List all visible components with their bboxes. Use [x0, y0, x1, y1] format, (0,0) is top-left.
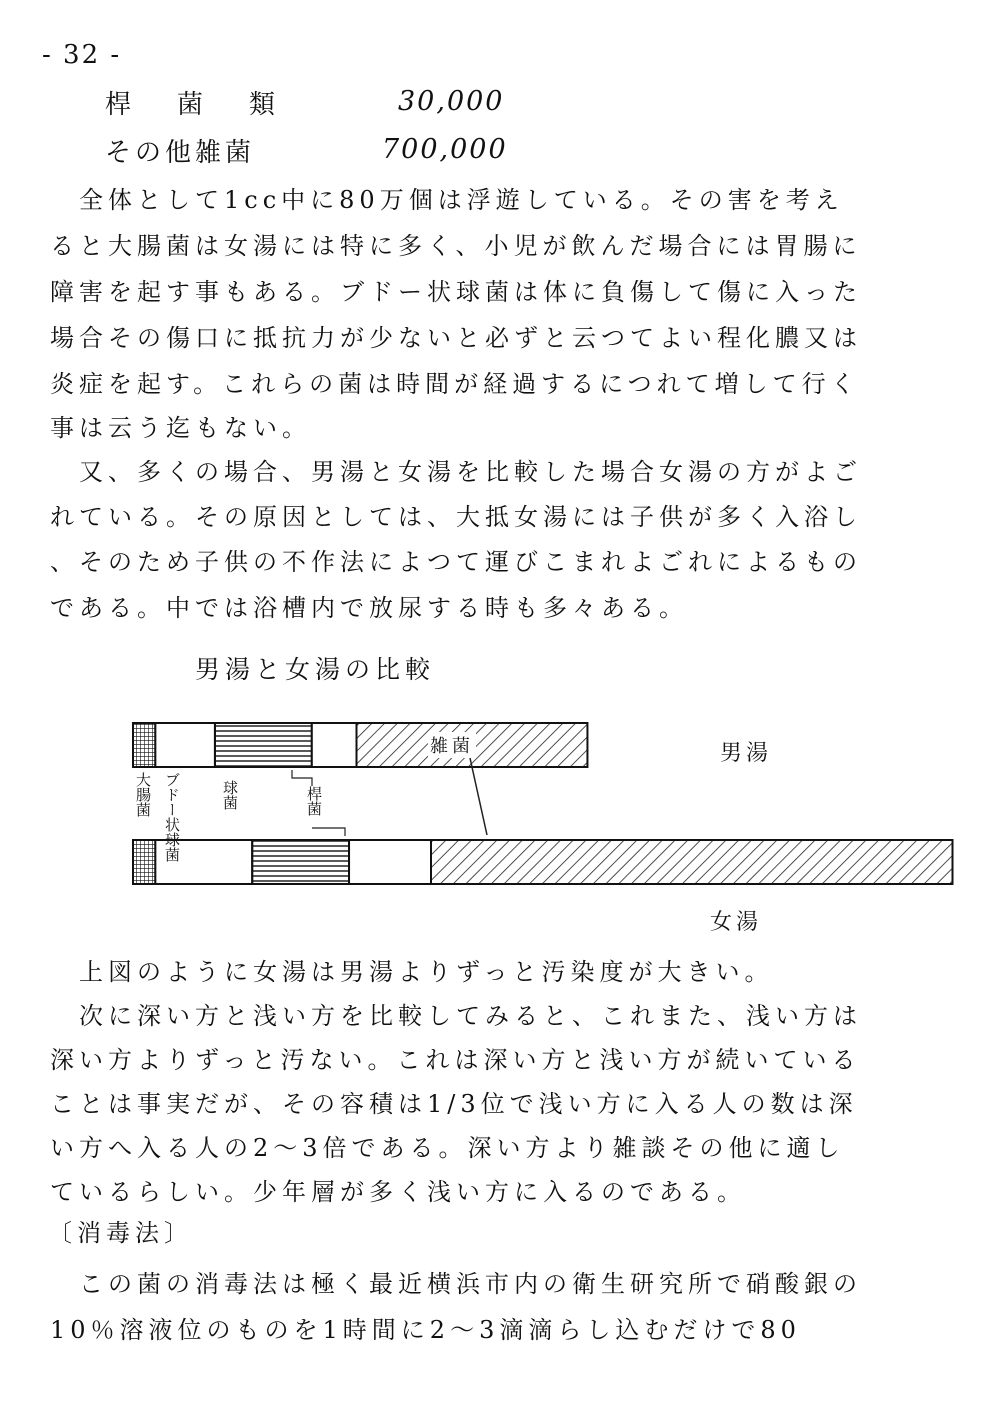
count-value-other-bacteria: 700,000 [382, 134, 508, 165]
connector-line [470, 758, 487, 835]
text-line: 炎症を起す。これらの菌は時間が経過するにつれて増して行く [50, 370, 860, 398]
segment-label-daichokin: 大腸菌 [134, 772, 152, 817]
bar-segment-women-0 [133, 840, 155, 884]
count-value-rod-bacteria: 30,000 [398, 86, 505, 117]
bar-segment-women-3 [349, 840, 431, 884]
text-line: 次に深い方と浅い方を比較してみると、これまた、浅い方は [50, 1002, 862, 1030]
segment-label-zakkin: 雑菌 [428, 732, 476, 758]
row-label-men: 男湯 [720, 741, 773, 766]
segment-label-kyukin: 球菌 [221, 780, 239, 810]
bar-segment-men-1 [155, 723, 215, 767]
text-line: 全体として1cc中に80万個は浮遊している。その害を考え [50, 186, 844, 214]
stacked-bar-chart [0, 700, 1000, 940]
text-line: ると大腸菌は女湯には特に多く、小児が飲んだ場合には胃腸に [50, 232, 862, 260]
text-line: 、そのため子供の不作法によつて運びこまれよごれによるもの [50, 548, 862, 576]
bar-segment-men-2 [215, 723, 312, 767]
segment-label-kankin: 桿菌 [305, 786, 323, 816]
text-line: である。中では浴槽内で放尿する時も多々ある。 [50, 594, 688, 622]
text-line: 場合その傷口に抵抗力が少ないと必ずと云つてよい程化膿又は [50, 324, 862, 352]
bar-segment-women-4 [431, 840, 953, 884]
bar-segment-women-2 [252, 840, 349, 884]
text-line: 事は云う迄もない。 [50, 414, 311, 442]
text-line: ているらしい。少年層が多く浅い方に入るのである。 [50, 1178, 746, 1206]
text-line: 障害を起す事もある。ブドー状球菌は体に負傷して傷に入った [50, 278, 862, 306]
count-label-rod-bacteria: 桿 菌 類 [105, 90, 286, 120]
bracket-line [312, 828, 345, 836]
text-line: 上図のように女湯は男湯よりずっと汚染度が大きい。 [50, 958, 774, 986]
bar-segment-men-3 [312, 723, 357, 767]
row-label-women: 女湯 [710, 910, 763, 935]
text-line: 深い方よりずっと汚ない。これは深い方と浅い方が続いている [50, 1046, 861, 1074]
text-line: 又、多くの場合、男湯と女湯を比較した場合女湯の方がよご [50, 458, 862, 486]
text-line: れている。その原因としては、大抵女湯には子供が多く入浴し [50, 503, 862, 531]
count-label-other-bacteria: その他雑菌 [105, 138, 256, 168]
text-line: ことは事実だが、その容積は1/3位で浅い方に入る人の数は深 [50, 1090, 858, 1118]
text-line: 10％溶液位のものを1時間に2～3滴滴らし込むだけで80 [50, 1316, 801, 1344]
text-line: い方へ入る人の2～3倍である。深い方より雑談その他に適し [50, 1134, 845, 1162]
bracket-line [292, 770, 312, 786]
page-number: - 32 - [42, 40, 122, 70]
segment-label-budou: ブドー状球菌 [163, 772, 181, 862]
bar-segment-men-0 [133, 723, 155, 767]
text-line: この菌の消毒法は極く最近横浜市内の衛生研究所で硝酸銀の [50, 1270, 862, 1298]
chart-title: 男湯と女湯の比較 [195, 655, 436, 684]
section-heading: 〔消毒法〕 [48, 1219, 193, 1247]
